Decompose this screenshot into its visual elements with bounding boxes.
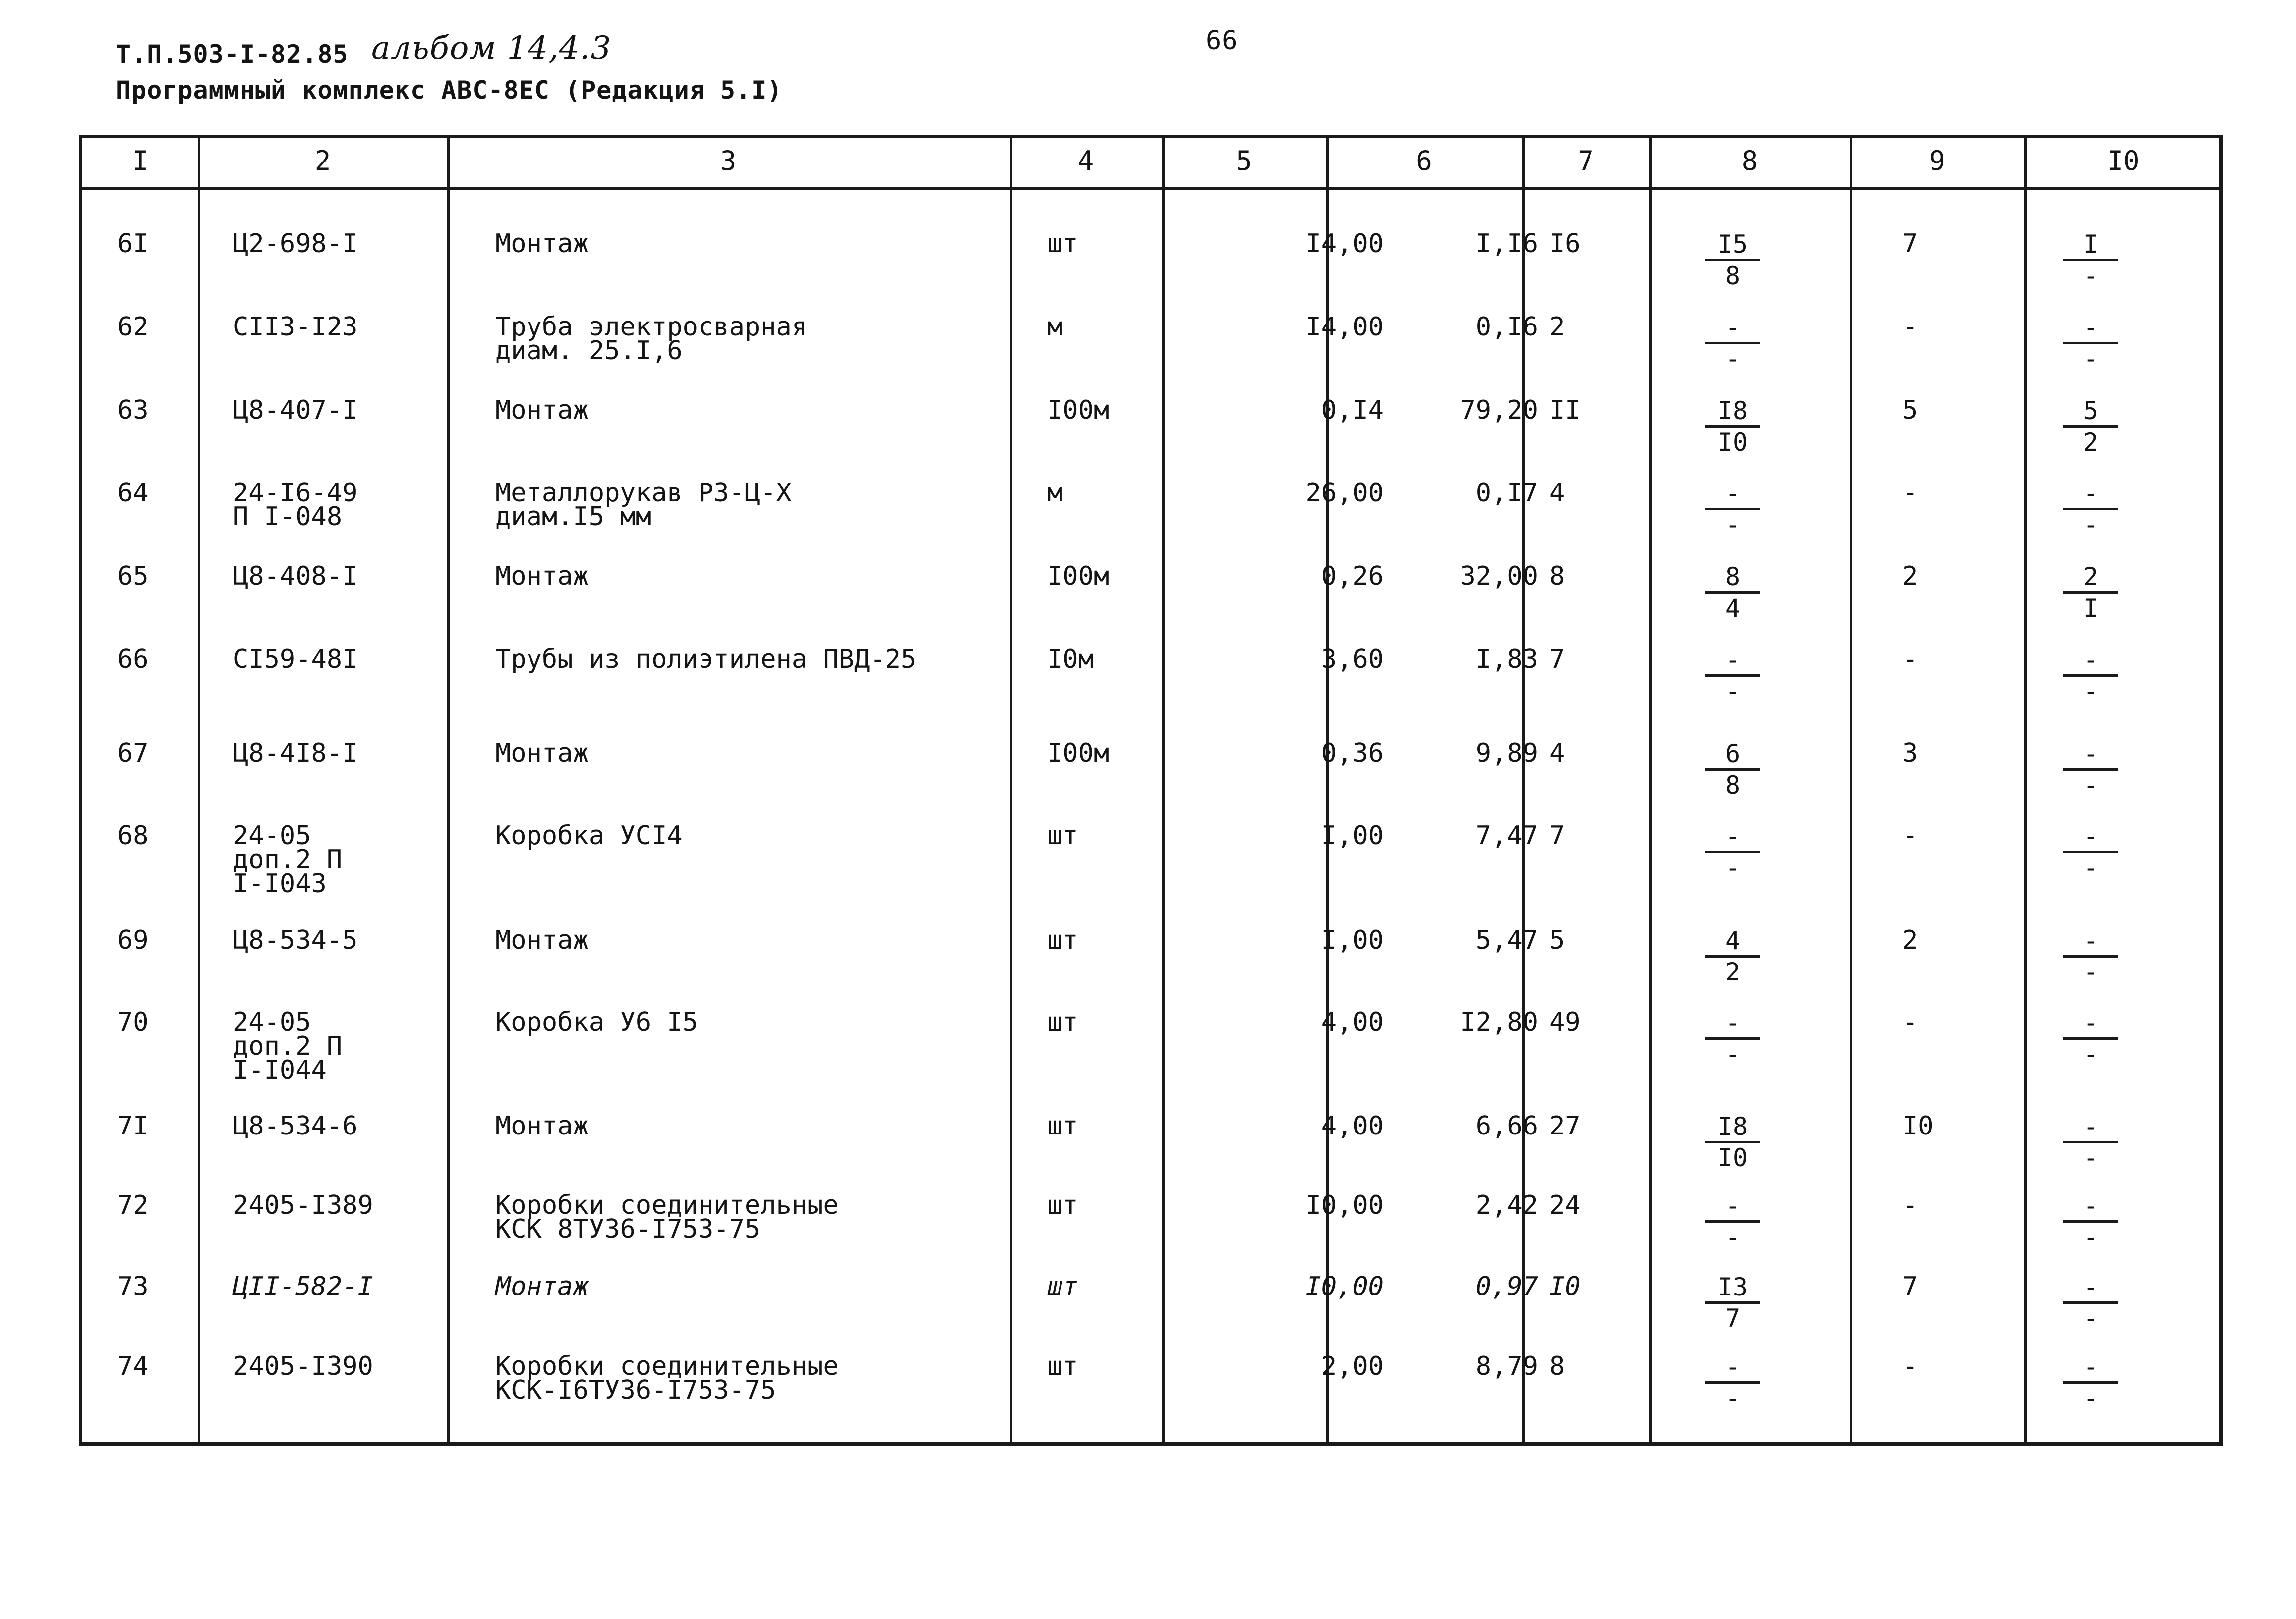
column-8-fraction: [1705, 481, 1760, 537]
column-10-fraction: [2063, 741, 2118, 798]
column-10-fraction: [2063, 564, 2118, 621]
fraction-numerator: -: [2083, 822, 2099, 851]
row-number: 7I: [117, 1111, 149, 1141]
price-code: 24-05 доп.2 П I-I043: [233, 821, 343, 899]
total: 4: [1549, 478, 1565, 508]
fraction-numerator: -: [1725, 822, 1741, 851]
column-9-value: -: [1902, 645, 1918, 674]
fraction-numerator: I8: [1717, 1112, 1748, 1141]
unit-price: 32,00: [1460, 561, 1538, 591]
column-10-fraction: [2063, 1114, 2118, 1170]
unit: шт: [1047, 1272, 1078, 1301]
fraction-denominator: -: [2083, 853, 2099, 882]
price-code: CI59-48I: [233, 645, 358, 674]
item-name: Металлорукав РЗ-Ц-Х диам.I5 мм: [495, 478, 792, 532]
unit-price: 0,97: [1475, 1272, 1538, 1301]
total: 49: [1549, 1007, 1581, 1037]
column-divider: [1162, 138, 1165, 1442]
column-9-value: 2: [1902, 561, 1918, 591]
fraction-numerator: I3: [1717, 1273, 1748, 1301]
column-9-value: -: [1902, 1351, 1918, 1381]
fraction-numerator: -: [1725, 646, 1741, 674]
fraction-denominator: -: [1725, 1384, 1741, 1413]
unit: шт: [1047, 1190, 1078, 1220]
column-8-fraction: [1705, 1114, 1760, 1170]
row-number: 62: [117, 312, 149, 342]
quantity: 26,00: [1305, 478, 1384, 508]
column-divider: [198, 138, 200, 1442]
item-name: Трубы из полиэтилена ПВД-25: [495, 645, 917, 674]
fraction-denominator: -: [1725, 344, 1741, 373]
quantity: I,00: [1321, 821, 1384, 851]
price-code: 2405-I389: [233, 1190, 373, 1220]
quantity: I0,00: [1305, 1190, 1384, 1220]
fraction-denominator: -: [2083, 1384, 2099, 1413]
price-code: Ц2-698-I: [233, 229, 358, 259]
fraction-denominator: -: [2083, 261, 2099, 290]
item-name: Труба электросварная диам. 25.I,6: [495, 312, 808, 366]
document-subtitle: Программный комплекс АВС-8ЕС (Редакция 5.I): [116, 76, 783, 105]
unit: м: [1047, 478, 1063, 508]
column-9-value: -: [1902, 821, 1918, 851]
unit: м: [1047, 312, 1063, 342]
total: 8: [1549, 1351, 1565, 1381]
column-header-10: I0: [2107, 145, 2140, 176]
unit-price: 8,79: [1475, 1351, 1538, 1381]
column-9-value: -: [1902, 1007, 1918, 1037]
unit-price: 0,I6: [1475, 312, 1538, 342]
row-number: 64: [117, 478, 149, 508]
column-10-fraction: [2063, 1193, 2118, 1250]
quantity: 2,00: [1321, 1351, 1384, 1381]
item-name: Монтаж: [495, 395, 589, 425]
row-number: 6I: [117, 229, 149, 259]
fraction-numerator: -: [1725, 313, 1741, 342]
row-number: 69: [117, 925, 149, 955]
fraction-numerator: I: [2083, 230, 2099, 259]
total: I6: [1549, 229, 1581, 259]
column-9-value: -: [1902, 312, 1918, 342]
column-8-fraction: [1705, 564, 1760, 621]
column-10-fraction: [2063, 648, 2118, 704]
fraction-denominator: -: [1725, 510, 1741, 539]
column-divider: [2024, 138, 2027, 1442]
fraction-denominator: 4: [1725, 594, 1741, 623]
row-number: 67: [117, 738, 149, 768]
column-10-fraction: [2063, 928, 2118, 984]
column-10-fraction: [2063, 232, 2118, 288]
unit: I00м: [1047, 395, 1110, 425]
item-name: Коробка УСI4: [495, 821, 683, 851]
quantity: I4,00: [1305, 229, 1384, 259]
estimate-table: [79, 135, 2223, 1446]
unit: шт: [1047, 1007, 1078, 1037]
column-8-fraction: [1705, 1354, 1760, 1411]
column-9-value: -: [1902, 1190, 1918, 1220]
quantity: 0,26: [1321, 561, 1384, 591]
fraction-numerator: 6: [1725, 739, 1741, 768]
column-10-fraction: [2063, 824, 2118, 880]
column-8-fraction: [1705, 1275, 1760, 1331]
unit: шт: [1047, 1351, 1078, 1381]
unit-price: I,83: [1475, 645, 1538, 674]
fraction-numerator: 8: [1725, 562, 1741, 591]
fraction-denominator: 2: [1725, 958, 1741, 986]
item-name: Монтаж: [495, 1272, 589, 1301]
fraction-numerator: 4: [1725, 926, 1741, 955]
total: 8: [1549, 561, 1565, 591]
quantity: 0,36: [1321, 738, 1384, 768]
price-code: Ц8-407-I: [233, 395, 358, 425]
item-name: Коробки соединительные КСК-I6ТУ36-I753-75: [495, 1351, 839, 1405]
price-code: Ц8-534-5: [233, 925, 358, 955]
fraction-denominator: -: [2083, 1223, 2099, 1252]
fraction-denominator: 2: [2083, 428, 2099, 457]
column-9-value: 5: [1902, 395, 1918, 425]
fraction-denominator: 8: [1725, 261, 1741, 290]
column-10-fraction: [2063, 1354, 2118, 1411]
price-code: CII3-I23: [233, 312, 358, 342]
unit-price: 6,66: [1475, 1111, 1538, 1141]
fraction-numerator: -: [2083, 1273, 2099, 1301]
column-9-value: 2: [1902, 925, 1918, 955]
unit-price: 0,I7: [1475, 478, 1538, 508]
column-9-value: -: [1902, 478, 1918, 508]
fraction-numerator: I8: [1717, 396, 1748, 425]
fraction-denominator: -: [2083, 1143, 2099, 1172]
column-header-9: 9: [1929, 145, 1945, 176]
column-header-7: 7: [1578, 145, 1594, 176]
fraction-denominator: 8: [1725, 771, 1741, 800]
fraction-numerator: -: [2083, 739, 2099, 768]
fraction-denominator: -: [2083, 958, 2099, 986]
fraction-denominator: -: [1725, 853, 1741, 882]
column-8-fraction: [1705, 648, 1760, 704]
fraction-denominator: -: [2083, 771, 2099, 800]
fraction-denominator: -: [1725, 1040, 1741, 1069]
fraction-numerator: 2: [2083, 562, 2099, 591]
quantity: 0,I4: [1321, 395, 1384, 425]
fraction-numerator: -: [2083, 313, 2099, 342]
fraction-denominator: -: [2083, 1040, 2099, 1069]
column-header-8: 8: [1741, 145, 1758, 176]
unit-price: I2,80: [1460, 1007, 1538, 1037]
column-8-fraction: [1705, 741, 1760, 798]
column-header-5: 5: [1236, 145, 1252, 176]
item-name: Монтаж: [495, 925, 589, 955]
item-name: Монтаж: [495, 1111, 589, 1141]
quantity: I4,00: [1305, 312, 1384, 342]
item-name: Монтаж: [495, 229, 589, 259]
column-9-value: I0: [1902, 1111, 1934, 1141]
column-10-fraction: [2063, 1010, 2118, 1067]
document-code: Т.П.503-I-82.85: [116, 40, 349, 69]
column-10-fraction: [2063, 315, 2118, 371]
fraction-numerator: -: [1725, 1191, 1741, 1220]
unit: шт: [1047, 821, 1078, 851]
unit-price: 2,42: [1475, 1190, 1538, 1220]
item-name: Монтаж: [495, 738, 589, 768]
row-number: 65: [117, 561, 149, 591]
quantity: 3,60: [1321, 645, 1384, 674]
fraction-denominator: -: [1725, 1223, 1741, 1252]
price-code: Ц8-408-I: [233, 561, 358, 591]
total: 4: [1549, 738, 1565, 768]
unit: шт: [1047, 1111, 1078, 1141]
header-divider: [82, 187, 2219, 190]
fraction-denominator: 7: [1725, 1304, 1741, 1333]
handwritten-album-note: альбом 14,4.3: [371, 30, 612, 67]
column-8-fraction: [1705, 1193, 1760, 1250]
fraction-numerator: I5: [1717, 230, 1748, 259]
unit-price: I,I6: [1475, 229, 1538, 259]
unit: I00м: [1047, 561, 1110, 591]
column-header-3: 3: [720, 145, 737, 176]
column-8-fraction: [1705, 824, 1760, 880]
column-header-4: 4: [1077, 145, 1094, 176]
quantity: 4,00: [1321, 1007, 1384, 1037]
row-number: 74: [117, 1351, 149, 1381]
column-10-fraction: [2063, 398, 2118, 455]
fraction-numerator: -: [2083, 1191, 2099, 1220]
total: 7: [1549, 821, 1565, 851]
unit-price: 5,47: [1475, 925, 1538, 955]
fraction-numerator: -: [1725, 479, 1741, 508]
quantity: I0,00: [1305, 1272, 1384, 1301]
row-number: 66: [117, 645, 149, 674]
column-8-fraction: [1705, 398, 1760, 455]
column-10-fraction: [2063, 481, 2118, 537]
unit-price: 9,89: [1475, 738, 1538, 768]
price-code: Ц8-4I8-I: [233, 738, 358, 768]
fraction-numerator: -: [1725, 1352, 1741, 1381]
column-10-fraction: [2063, 1275, 2118, 1331]
unit: I00м: [1047, 738, 1110, 768]
fraction-denominator: I0: [1717, 428, 1748, 457]
column-divider: [447, 138, 450, 1442]
page-number: 66: [1206, 26, 1238, 56]
total: 2: [1549, 312, 1565, 342]
column-8-fraction: [1705, 315, 1760, 371]
price-code: 2405-I390: [233, 1351, 373, 1381]
total: 7: [1549, 645, 1565, 674]
item-name: Коробка У6 I5: [495, 1007, 698, 1037]
fraction-denominator: -: [2083, 510, 2099, 539]
column-8-fraction: [1705, 232, 1760, 288]
total: 5: [1549, 925, 1565, 955]
unit: шт: [1047, 229, 1078, 259]
unit-price: 7,47: [1475, 821, 1538, 851]
fraction-denominator: I: [2083, 594, 2099, 623]
price-code: 24-I6-49 П I-048: [233, 478, 358, 532]
row-number: 70: [117, 1007, 149, 1037]
item-name: Коробки соединительные КСК 8ТУ36-I753-75: [495, 1190, 839, 1244]
fraction-numerator: -: [2083, 926, 2099, 955]
column-divider: [1649, 138, 1652, 1442]
column-9-value: 7: [1902, 229, 1918, 259]
fraction-numerator: -: [2083, 1352, 2099, 1381]
column-header-6: 6: [1416, 145, 1432, 176]
fraction-denominator: I0: [1717, 1143, 1748, 1172]
column-9-value: 3: [1902, 738, 1918, 768]
total: 24: [1549, 1190, 1581, 1220]
fraction-numerator: -: [1725, 1008, 1741, 1037]
fraction-numerator: 5: [2083, 396, 2099, 425]
row-number: 73: [117, 1272, 149, 1301]
fraction-numerator: -: [2083, 1112, 2099, 1141]
fraction-denominator: -: [2083, 344, 2099, 373]
total: II: [1549, 395, 1581, 425]
price-code: ЦII-582-I: [233, 1272, 373, 1301]
unit: I0м: [1047, 645, 1094, 674]
price-code: Ц8-534-6: [233, 1111, 358, 1141]
quantity: 4,00: [1321, 1111, 1384, 1141]
column-divider: [1010, 138, 1012, 1442]
unit: шт: [1047, 925, 1078, 955]
fraction-denominator: -: [2083, 1304, 2099, 1333]
item-name: Монтаж: [495, 561, 589, 591]
fraction-numerator: -: [2083, 1008, 2099, 1037]
row-number: 72: [117, 1190, 149, 1220]
unit-price: 79,20: [1460, 395, 1538, 425]
row-number: 68: [117, 821, 149, 851]
fraction-numerator: -: [2083, 479, 2099, 508]
column-header-2: 2: [314, 145, 331, 176]
fraction-numerator: -: [2083, 646, 2099, 674]
row-number: 63: [117, 395, 149, 425]
column-divider: [1850, 138, 1852, 1442]
fraction-denominator: -: [1725, 677, 1741, 706]
column-9-value: 7: [1902, 1272, 1918, 1301]
fraction-denominator: -: [2083, 677, 2099, 706]
quantity: I,00: [1321, 925, 1384, 955]
total: I0: [1549, 1272, 1581, 1301]
column-8-fraction: [1705, 1010, 1760, 1067]
price-code: 24-05 доп.2 П I-I044: [233, 1007, 343, 1085]
column-header-1: I: [132, 145, 149, 176]
column-8-fraction: [1705, 928, 1760, 984]
total: 27: [1549, 1111, 1581, 1141]
